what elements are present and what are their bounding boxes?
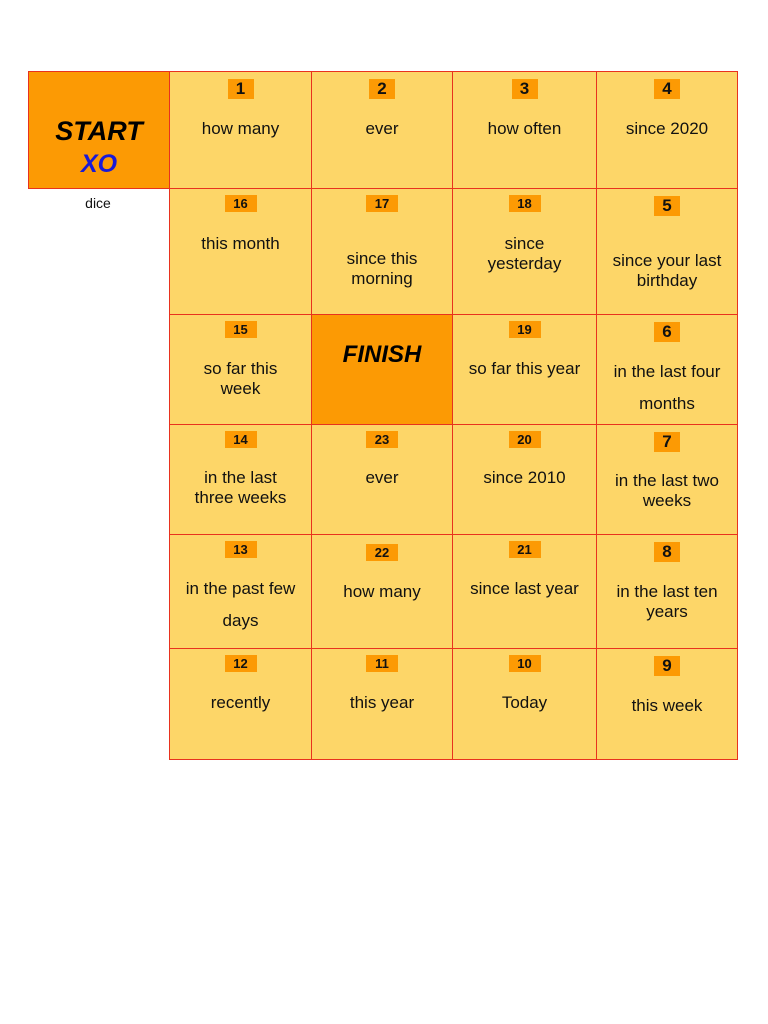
square-number: 17	[366, 195, 398, 212]
square-label: how many	[343, 582, 421, 601]
square-label: since this morning	[346, 249, 418, 288]
square-21	[452, 534, 597, 649]
square-label: in the past few days	[185, 579, 296, 630]
square-number: 16	[225, 195, 257, 212]
square-label: in the last four months	[613, 362, 721, 413]
square-10	[452, 648, 597, 760]
square-number: 22	[366, 544, 398, 561]
square-label: since yesterday	[487, 234, 562, 273]
dice-label: dice	[85, 195, 111, 211]
square-label: this year	[349, 693, 415, 712]
square-number: 21	[509, 541, 541, 558]
square-4	[596, 71, 738, 189]
square-number: 14	[225, 431, 257, 448]
square-number: 19	[509, 321, 541, 338]
square-number: 2	[369, 79, 395, 99]
square-label: Today	[501, 693, 548, 712]
square-label: recently	[210, 693, 271, 712]
square-5	[596, 188, 738, 315]
square-number: 13	[225, 541, 257, 558]
start-square	[28, 71, 170, 189]
square-label: in the last two weeks	[615, 471, 719, 510]
square-6	[596, 314, 738, 425]
square-17	[311, 188, 453, 315]
square-number: 5	[654, 196, 680, 216]
finish-square	[311, 314, 453, 425]
square-1	[169, 71, 312, 189]
square-12	[169, 648, 312, 760]
square-label: how many	[201, 119, 280, 138]
square-3	[452, 71, 597, 189]
square-number: 7	[654, 432, 680, 452]
square-number: 18	[509, 195, 541, 212]
square-11	[311, 648, 453, 760]
square-number: 15	[225, 321, 257, 338]
square-number: 9	[654, 656, 680, 676]
square-label: since last year	[470, 579, 579, 598]
square-number: 8	[654, 542, 680, 562]
square-13	[169, 534, 312, 649]
finish-label: FINISH	[342, 341, 422, 368]
square-9	[596, 648, 738, 760]
square-label: in the last three weeks	[194, 468, 287, 507]
start-label: START	[55, 116, 143, 146]
square-label: ever	[365, 468, 399, 487]
square-22	[311, 534, 453, 649]
square-7	[596, 424, 738, 535]
square-label: how often	[487, 119, 562, 138]
square-label: this month	[201, 234, 280, 253]
square-number: 10	[509, 655, 541, 672]
square-label: in the last ten years	[616, 582, 718, 621]
square-label: since 2010	[483, 468, 566, 487]
start-xo-label: XO	[80, 150, 118, 178]
square-label: ever	[365, 119, 399, 138]
square-14	[169, 424, 312, 535]
square-8	[596, 534, 738, 649]
square-16	[169, 188, 312, 315]
square-label: since 2020	[625, 119, 709, 138]
square-number: 23	[366, 431, 398, 448]
square-number: 12	[225, 655, 257, 672]
square-number: 4	[654, 79, 680, 99]
square-23	[311, 424, 453, 535]
square-15	[169, 314, 312, 425]
square-number: 6	[654, 322, 680, 342]
square-number: 11	[366, 655, 398, 672]
square-number: 20	[509, 431, 541, 448]
square-label: this week	[631, 696, 703, 715]
square-label: so far this week	[203, 359, 278, 398]
square-19	[452, 314, 597, 425]
square-2	[311, 71, 453, 189]
square-label: so far this year	[468, 359, 581, 378]
square-20	[452, 424, 597, 535]
square-number: 1	[228, 79, 254, 99]
square-18	[452, 188, 597, 315]
square-label: since your last birthday	[612, 251, 722, 290]
square-number: 3	[512, 79, 538, 99]
